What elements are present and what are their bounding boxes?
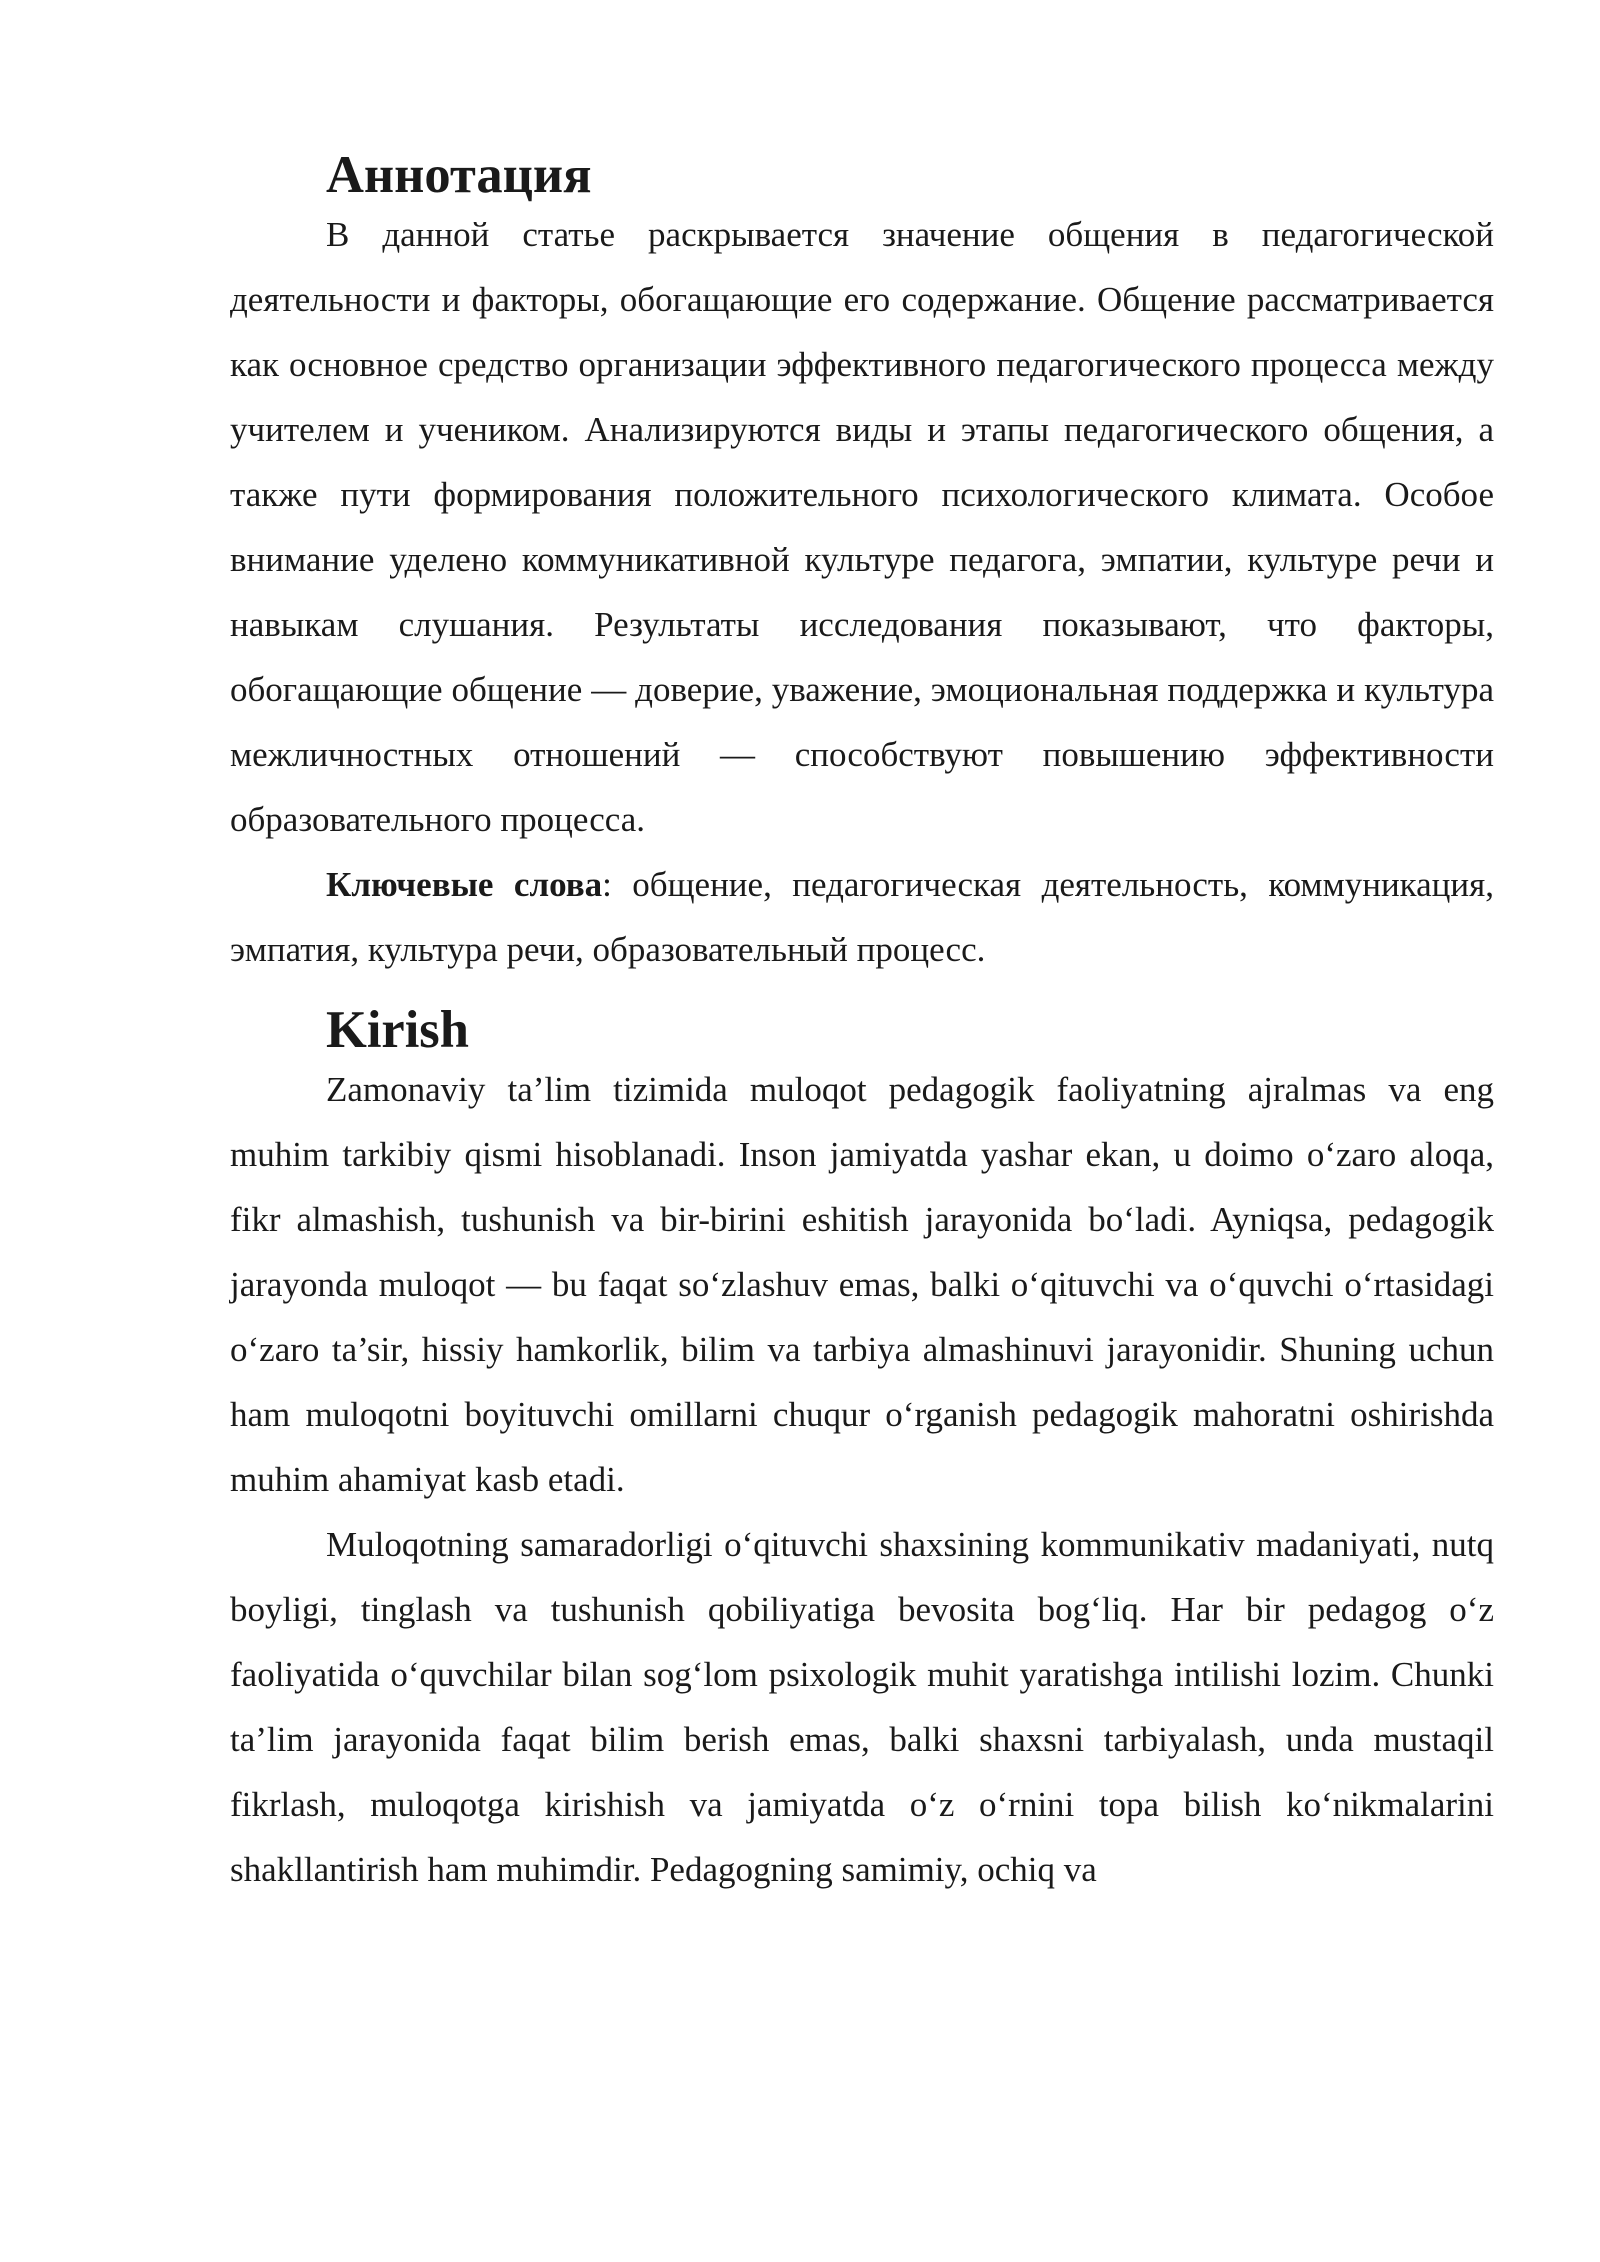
keywords-label: Ключевые слова	[326, 865, 603, 904]
annotation-paragraph: В данной статье раскрывается значение общения в педагогической деятельности и факторы, обогащающие его содержание. Общение рассматривается как основное средство организации эффективного педагогического процесса между учителем и учеником. Анализируются виды и этапы педагогического общения, а также пути формирования положительного психологического климата. Особое внимание уделено коммуникативной культуре педагога, эмпатии, культуре речи и навыкам слушания. Результаты исследования показывают, что факторы, обогащающие общение — доверие, уважение, эмоциональная поддержка и культура межличностных отношений — способствуют повышению эффективности образовательного процесса.	[230, 215, 1494, 839]
keywords-paragraph	[230, 852, 1494, 982]
annotation-heading: Аннотация	[326, 146, 592, 204]
keywords-text: общение, педагогическая деятельность, коммуникация, эмпатия, культура речи, образовательный процесс.	[230, 865, 1494, 969]
introduction-paragraph-2: Muloqotning samaradorligi o‘qituvchi shaxsining kommunikativ madaniyati, nutq boyligi, tinglash va tushunish qobiliyatiga bevosita bog‘liq. Har bir pedagog o‘z faoliyatida o‘quvchilar bilan sog‘lom psixologik muhit yaratishga intilishi lozim. Chunki ta’lim jarayonida faqat bilim berish emas, balki shaxsni tarbiyalash, unda mustaqil fikrlash, muloqotga kirishish va jamiyatda o‘z o‘rnini topa bilish ko‘nikmalarini shakllantirish ham muhimdir. Pedagogning samimiy, ochiq va	[230, 1525, 1494, 1889]
introduction-paragraph-1: Zamonaviy ta’lim tizimida muloqot pedagogik faoliyatning ajralmas va eng muhim tarkibiy qismi hisoblanadi. Inson jamiyatda yashar ekan, u doimo o‘zaro aloqa, fikr almashish, tushunish va bir-birini eshitish jarayonida bo‘ladi. Ayniqsa, pedagogik jarayonda muloqot — bu faqat so‘zlashuv emas, balki o‘qituvchi va o‘quvchi o‘rtasidagi o‘zaro ta’sir, hissiy hamkorlik, bilim va tarbiya almashinuvi jarayonidir. Shuning uchun ham muloqotni boyituvchi omillarni chuqur o‘rganish pedagogik mahoratni oshirishda muhim ahamiyat kasb etadi.	[230, 1070, 1494, 1499]
introduction-heading: Kirish	[326, 1001, 469, 1059]
keywords-separator: :	[602, 865, 612, 904]
page-content	[230, 148, 1494, 1902]
